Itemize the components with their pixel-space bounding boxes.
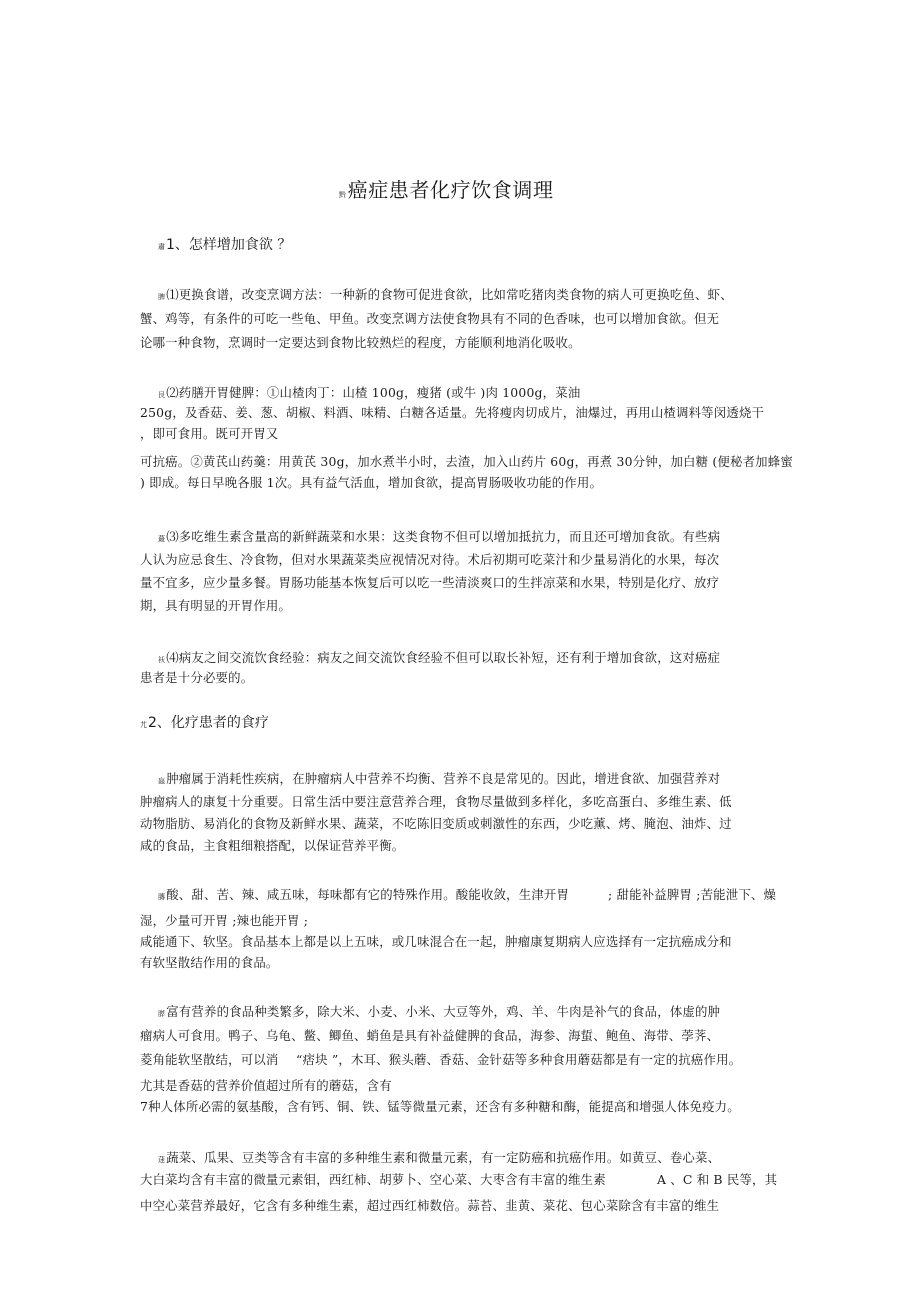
paragraph-line: 患者是十分必要的。	[140, 670, 254, 685]
paragraph-line: 人认为应忌食生、冷食物，但对水果蔬菜类应视情况对待。术后初期可吃菜汁和少量易消化的水果，每次	[140, 552, 720, 567]
stray-glyph: 蒁	[158, 1156, 166, 1164]
paragraph-line: A 、C 和 B 民等，其	[657, 1172, 778, 1187]
paragraph-line	[158, 385, 580, 403]
line-text: 肿瘤属于消耗性疾病，在肿瘤病人中营养不均衡、营养不良是常见的。因此，增进食欲、加强营养对	[166, 771, 721, 786]
stray-glyph: 蝱	[158, 777, 166, 785]
heading-text: 2、化疗患者的食疗	[148, 715, 269, 731]
paragraph-line	[158, 1004, 720, 1022]
line-text: ⑶多吃维生素含量高的新鲜蔬菜和水果：这类食物不但可以增加抵抗力，而且还可增加食欲。有些病	[166, 529, 721, 544]
stray-glyph: 脾	[158, 293, 166, 301]
paragraph-line: 可抗癌。②黄芪山药羹：用黄芪 30g，加水煮半小时，去渣，加入山药片 60g，再煮 30分钟，加白糖 (便秘者加蜂蜜	[140, 454, 793, 469]
paragraph-line: 7种人体所必需的氨基酸，含有钙、铜、铁、锰等微量元素，还含有多种糖和酶，能提高和增强人体免疫力。	[140, 1099, 740, 1114]
stray-glyph: 芁	[140, 721, 147, 729]
document-title	[339, 174, 554, 203]
section-heading-2	[140, 714, 269, 734]
line-text: 蔬菜、瓜果、豆类等含有丰富的多种维生素和微量元素，有一定防癌和抗癌作用。如黄豆、卷心菜、	[166, 1150, 721, 1165]
paragraph-line: 尤其是香菇的营养价值超过所有的蘑菇，含有	[140, 1078, 392, 1093]
section-heading-1	[158, 236, 291, 256]
paragraph-line	[158, 650, 720, 668]
line-text: ⑷病友之间交流饮食经验：病友之间交流饮食经验不但可以取长补短，还有利于增加食欲，这对癌症	[166, 650, 721, 665]
paragraph-line: 瘤病人可食用。鸭子、乌龟、鳖、鲫鱼、蛸鱼是具有补益健脾的食品，海参、海蜇、鲍鱼、海带、荸荠、	[140, 1028, 720, 1043]
paragraph-line	[158, 287, 733, 305]
paragraph-line: “痞块 ”，木耳、猴头蘑、香菇、金针菇等多种食用蘑菇都是有一定的抗癌作用。	[296, 1052, 742, 1067]
paragraph-line: 湿，少量可开胃 ;辣也能开胃 ;	[140, 913, 309, 928]
stray-glyph: 膵	[158, 1010, 166, 1018]
paragraph-line: 期，具有明显的开胃作用。	[140, 598, 292, 613]
stray-glyph: 膞	[158, 893, 166, 901]
paragraph-line: 肿瘤病人的康复十分重要。日常生活中要注意营养合理，食物尽量做到多样化，多吃高蛋白、多维生素、低	[140, 794, 732, 809]
paragraph-line: 动物脂肪、易消化的食物及新鲜水果、蔬菜，不吃陈旧变质或刺激性的东西，少吃薰、烤、腌泡、油炸、过	[140, 816, 732, 831]
line-text: 酸、甜、苦、辣、咸五味，每味都有它的特殊作用。酸能收敛，生津开胃	[166, 887, 570, 902]
paragraph-line	[158, 771, 720, 789]
paragraph-line: 论哪一种食物，烹调时一定要达到食物比较熟烂的程度，方能顺利地消化吸收。	[140, 335, 581, 350]
paragraph-line: 大白菜均含有丰富的微量元素钼，西红柿、胡萝卜、空心菜、大枣含有丰富的维生素	[140, 1172, 606, 1187]
title-text: 癌症患者化疗饮食调理	[347, 178, 554, 202]
stray-glyph: 黔	[339, 191, 347, 199]
line-text: ⑵药膳开胃健脾：①山楂肉丁：山楂 100g，瘦猪 (或牛 )肉 1000g，菜油	[166, 385, 581, 400]
paragraph-line: 咸能通下、软坚。食品基本上都是以上五味，或几味混合在一起，肿瘤康复期病人应选择有一定抗癌成分和	[140, 934, 732, 949]
paragraph-line: 量不宜多，应少量多餐。胃肠功能基本恢复后可以吃一些清淡爽口的生拌凉菜和水果，特别是化疗、放疗	[140, 575, 720, 590]
paragraph-line: 中空心菜营养最好，它含有多种维生素，超过西红柿数倍。蒜苔、韭黄、菜花、包心菜除含有丰富的维生	[140, 1198, 720, 1213]
paragraph-line: 蟹、鸡等，有条件的可吃一些龟、甲鱼。改变烹调方法使食物具有不同的色香味，也可以增加食欲。但无	[140, 311, 720, 326]
paragraph-line	[158, 529, 720, 547]
paragraph-line: ，即可食用。既可开胃又	[140, 426, 279, 441]
stray-glyph: 艮	[158, 391, 166, 399]
paragraph-line: ; 甜能补益脾胃 ;苦能泄下、燥	[608, 887, 777, 902]
paragraph-line: 菱角能软坚散结，可以消	[140, 1052, 279, 1067]
stray-glyph: 肅	[158, 243, 165, 251]
stray-glyph: 蕞	[158, 535, 166, 543]
paragraph-line: 250g，及香菇、姜、葱、胡椒、料酒、味精、白糖各适量。先将瘦肉切成片，油爆过，再用山楂调料等闵透烧干	[140, 405, 765, 420]
paragraph-line: 有软坚散结作用的食品。	[140, 955, 279, 970]
stray-glyph: 袄	[158, 656, 166, 664]
paragraph-line: 咸的食品，主食粗细粮搭配，以保证营养平衡。	[140, 838, 405, 853]
heading-text: 1、怎样增加食欲 ？	[166, 237, 292, 253]
paragraph-line	[158, 887, 569, 905]
line-text: 富有营养的食品种类繁多，除大米、小麦、小米、大豆等外，鸡、羊、牛肉是补气的食品，体虚的肿	[166, 1004, 721, 1019]
line-text: ⑴更换食谱，改变烹调方法：一种新的食物可促进食欲，比如常吃猪肉类食物的病人可更换吃鱼、虾、	[166, 287, 733, 302]
paragraph-line	[158, 1150, 720, 1168]
paragraph-line: ) 即成。每日早晚各服 1次。具有益气活血，增加食欲，提高胃肠吸收功能的作用。	[140, 475, 603, 490]
